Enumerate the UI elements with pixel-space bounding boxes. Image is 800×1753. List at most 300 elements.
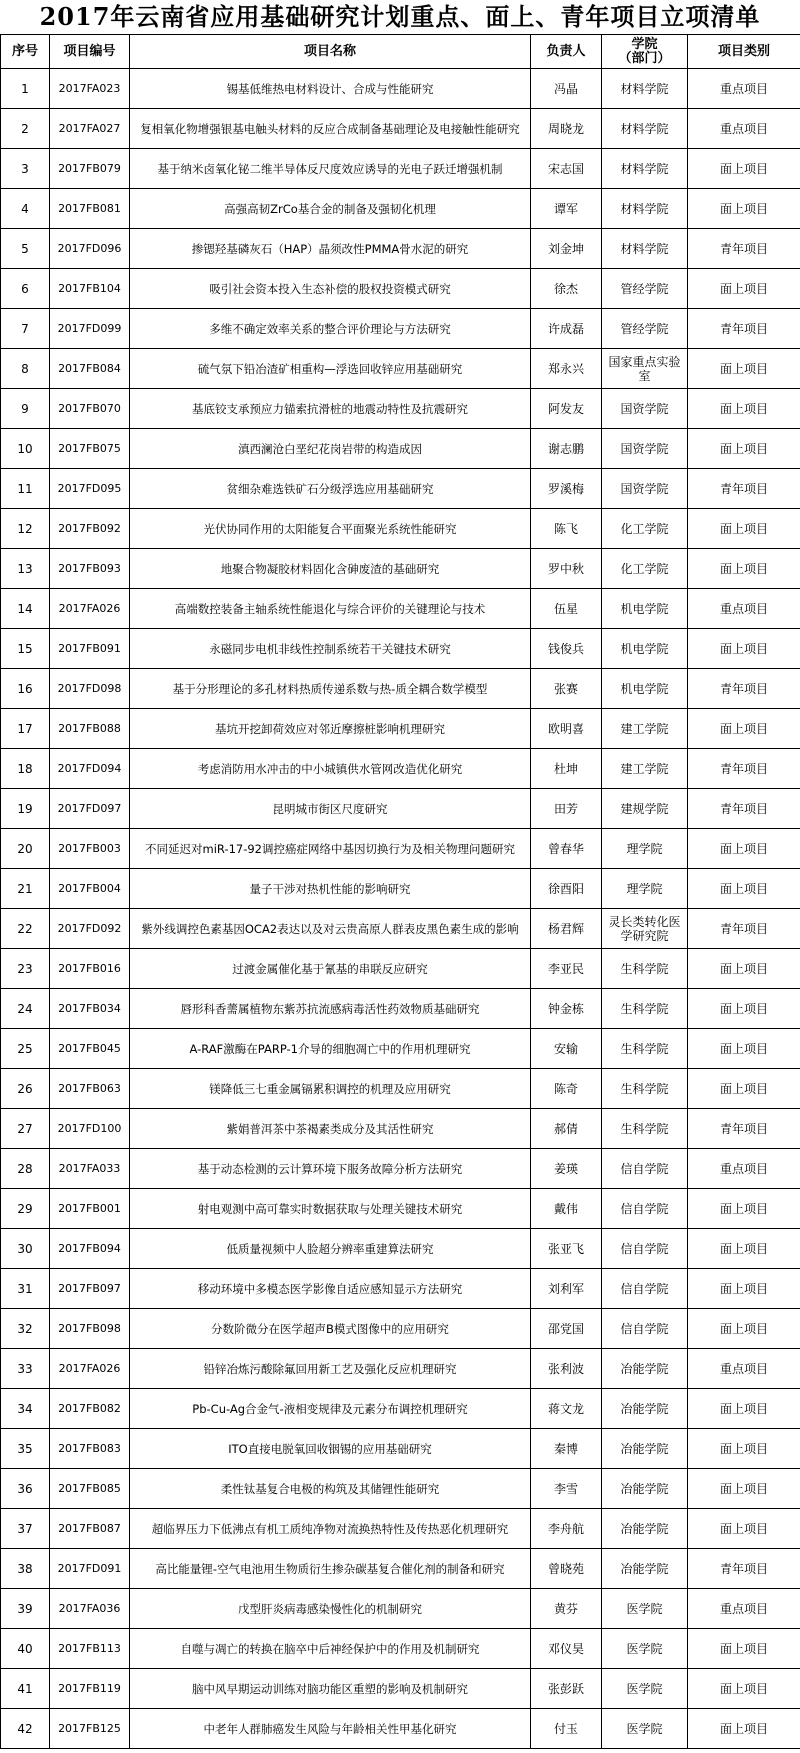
- cell-name: 量子干涉对热机性能的影响研究: [130, 869, 531, 909]
- cell-no: 36: [1, 1469, 50, 1509]
- cell-code: 2017FB075: [50, 429, 130, 469]
- cell-leader: 伍星: [531, 589, 602, 629]
- cell-school: 理学院: [602, 869, 688, 909]
- cell-category: 面上项目: [688, 1709, 800, 1749]
- cell-leader: 曾春华: [531, 829, 602, 869]
- cell-leader: 黄芬: [531, 1589, 602, 1629]
- cell-school: 生科学院: [602, 1029, 688, 1069]
- cell-name: 唇形科香薷属植物东紫苏抗流感病毒活性药效物质基础研究: [130, 989, 531, 1029]
- cell-code: 2017FB084: [50, 349, 130, 389]
- cell-no: 19: [1, 789, 50, 829]
- cell-leader: 秦博: [531, 1429, 602, 1469]
- cell-school: 信自学院: [602, 1189, 688, 1229]
- cell-school: 冶能学院: [602, 1429, 688, 1469]
- cell-category: 面上项目: [688, 1269, 800, 1309]
- cell-leader: 罗溪梅: [531, 469, 602, 509]
- cell-name: 低质量视频中人脸超分辨率重建算法研究: [130, 1229, 531, 1269]
- cell-name: 柔性钛基复合电极的构筑及其储锂性能研究: [130, 1469, 531, 1509]
- header-school-line2: （部门）: [618, 50, 671, 66]
- cell-school: 化工学院: [602, 549, 688, 589]
- cell-category: 重点项目: [688, 589, 800, 629]
- cell-category: 面上项目: [688, 1509, 800, 1549]
- cell-leader: 欧明喜: [531, 709, 602, 749]
- cell-code: 2017FB092: [50, 509, 130, 549]
- cell-category: 面上项目: [688, 1309, 800, 1349]
- cell-name: 中老年人群肺癌发生风险与年龄相关性甲基化研究: [130, 1709, 531, 1749]
- cell-no: 30: [1, 1229, 50, 1269]
- table-row: [1, 1629, 800, 1669]
- table-row: [1, 949, 800, 989]
- cell-leader: 徐杰: [531, 269, 602, 309]
- header-category: 项目类别: [688, 35, 800, 69]
- table-row: [1, 1349, 800, 1389]
- table-row: [1, 1509, 800, 1549]
- cell-leader: 阿发友: [531, 389, 602, 429]
- cell-code: 2017FA026: [50, 589, 130, 629]
- cell-leader: 姜瑛: [531, 1149, 602, 1189]
- cell-school: 国资学院: [602, 429, 688, 469]
- table-row: [1, 269, 800, 309]
- cell-leader: 郑永兴: [531, 349, 602, 389]
- table-row: [1, 1549, 800, 1589]
- cell-school: 材料学院: [602, 149, 688, 189]
- cell-leader: 郝倩: [531, 1109, 602, 1149]
- cell-category: 面上项目: [688, 189, 800, 229]
- cell-name: 贫细杂难选铁矿石分级浮选应用基础研究: [130, 469, 531, 509]
- cell-no: 34: [1, 1389, 50, 1429]
- cell-no: 1: [1, 69, 50, 109]
- cell-name: 掺锶羟基磷灰石（HAP）晶须改性PMMA骨水泥的研究: [130, 229, 531, 269]
- cell-leader: 张赛: [531, 669, 602, 709]
- cell-name: Pb-Cu-Ag合金气-液相变规律及元素分布调控机理研究: [130, 1389, 531, 1429]
- cell-category: 青年项目: [688, 789, 800, 829]
- cell-code: 2017FB119: [50, 1669, 130, 1709]
- cell-category: 面上项目: [688, 1629, 800, 1669]
- cell-category: 重点项目: [688, 1149, 800, 1189]
- cell-name: 光伏协同作用的太阳能复合平面聚光系统性能研究: [130, 509, 531, 549]
- cell-leader: 陈奇: [531, 1069, 602, 1109]
- header-no: 序号: [1, 35, 50, 69]
- cell-school: 管经学院: [602, 309, 688, 349]
- cell-category: 面上项目: [688, 709, 800, 749]
- table-row: [1, 1269, 800, 1309]
- table-row: [1, 1029, 800, 1069]
- cell-code: 2017FD094: [50, 749, 130, 789]
- cell-name: 自噬与凋亡的转换在脑卒中后神经保护中的作用及机制研究: [130, 1629, 531, 1669]
- cell-leader: 李亚民: [531, 949, 602, 989]
- cell-code: 2017FD095: [50, 469, 130, 509]
- cell-school: 医学院: [602, 1669, 688, 1709]
- cell-school: 材料学院: [602, 189, 688, 229]
- cell-code: 2017FB045: [50, 1029, 130, 1069]
- cell-name: 基于分形理论的多孔材料热质传递系数与热-质全耦合数学模型: [130, 669, 531, 709]
- cell-no: 23: [1, 949, 50, 989]
- cell-code: 2017FB004: [50, 869, 130, 909]
- cell-no: 17: [1, 709, 50, 749]
- cell-name: 高强高韧ZrCo基合金的制备及强韧化机理: [130, 189, 531, 229]
- table-row: [1, 749, 800, 789]
- cell-school: 建工学院: [602, 709, 688, 749]
- cell-category: 面上项目: [688, 829, 800, 869]
- table-row: [1, 469, 800, 509]
- table-row: [1, 1589, 800, 1629]
- header-school: [602, 35, 688, 69]
- cell-name: 吸引社会资本投入生态补偿的股权投资模式研究: [130, 269, 531, 309]
- cell-no: 42: [1, 1709, 50, 1749]
- cell-school: 理学院: [602, 829, 688, 869]
- table-row: [1, 389, 800, 429]
- cell-leader: 曾晓苑: [531, 1549, 602, 1589]
- cell-category: 面上项目: [688, 1429, 800, 1469]
- cell-no: 6: [1, 269, 50, 309]
- cell-category: 面上项目: [688, 1389, 800, 1429]
- table-row: [1, 429, 800, 469]
- cell-school: 信自学院: [602, 1229, 688, 1269]
- cell-leader: 谭军: [531, 189, 602, 229]
- table-row: [1, 1149, 800, 1189]
- table-row: [1, 1069, 800, 1109]
- cell-code: 2017FD096: [50, 229, 130, 269]
- cell-school: 医学院: [602, 1589, 688, 1629]
- cell-code: 2017FA023: [50, 69, 130, 109]
- table-row: [1, 1709, 800, 1749]
- table-row: [1, 189, 800, 229]
- cell-category: 面上项目: [688, 1029, 800, 1069]
- cell-code: 2017FA026: [50, 1349, 130, 1389]
- table-row: [1, 1669, 800, 1709]
- cell-code: 2017FB098: [50, 1309, 130, 1349]
- cell-category: 面上项目: [688, 149, 800, 189]
- cell-category: 面上项目: [688, 389, 800, 429]
- cell-code: 2017FB003: [50, 829, 130, 869]
- cell-name: 地聚合物凝胶材料固化含砷废渣的基础研究: [130, 549, 531, 589]
- table-row: [1, 349, 800, 389]
- cell-no: 29: [1, 1189, 50, 1229]
- cell-no: 8: [1, 349, 50, 389]
- cell-category: 面上项目: [688, 1229, 800, 1269]
- cell-school: 管经学院: [602, 269, 688, 309]
- cell-no: 38: [1, 1549, 50, 1589]
- cell-name: 滇西澜沧白垩纪花岗岩带的构造成因: [130, 429, 531, 469]
- table-row: [1, 989, 800, 1029]
- cell-category: 面上项目: [688, 1069, 800, 1109]
- table-row: [1, 549, 800, 589]
- cell-school: 生科学院: [602, 989, 688, 1029]
- cell-school: 生科学院: [602, 949, 688, 989]
- cell-no: 31: [1, 1269, 50, 1309]
- cell-category: 面上项目: [688, 1669, 800, 1709]
- cell-name: 过渡金属催化基于氰基的串联反应研究: [130, 949, 531, 989]
- cell-school: 机电学院: [602, 629, 688, 669]
- cell-code: 2017FB034: [50, 989, 130, 1029]
- cell-name: 不同延迟对miR-17-92调控癌症网络中基因切换行为及相关物理问题研究: [130, 829, 531, 869]
- cell-school: 国资学院: [602, 469, 688, 509]
- cell-code: 2017FD100: [50, 1109, 130, 1149]
- cell-no: 10: [1, 429, 50, 469]
- cell-school: 医学院: [602, 1629, 688, 1669]
- cell-no: 24: [1, 989, 50, 1029]
- cell-school: 生科学院: [602, 1069, 688, 1109]
- cell-code: 2017FB081: [50, 189, 130, 229]
- cell-category: 面上项目: [688, 269, 800, 309]
- cell-code: 2017FD097: [50, 789, 130, 829]
- cell-no: 2: [1, 109, 50, 149]
- cell-school: 医学院: [602, 1709, 688, 1749]
- cell-leader: 田芳: [531, 789, 602, 829]
- cell-category: 面上项目: [688, 989, 800, 1029]
- cell-category: 面上项目: [688, 949, 800, 989]
- cell-category: 青年项目: [688, 749, 800, 789]
- table-row: [1, 1229, 800, 1269]
- cell-category: 面上项目: [688, 1469, 800, 1509]
- cell-category: 重点项目: [688, 1349, 800, 1389]
- cell-leader: 杨君辉: [531, 909, 602, 949]
- table-row: [1, 1309, 800, 1349]
- cell-code: 2017FB113: [50, 1629, 130, 1669]
- cell-name: 锡基低维热电材料设计、合成与性能研究: [130, 69, 531, 109]
- cell-code: 2017FB088: [50, 709, 130, 749]
- cell-no: 37: [1, 1509, 50, 1549]
- table-body: [1, 69, 800, 1749]
- cell-code: 2017FB097: [50, 1269, 130, 1309]
- cell-name: 基坑开挖卸荷效应对邻近摩擦桩影响机理研究: [130, 709, 531, 749]
- cell-category: 重点项目: [688, 109, 800, 149]
- table-row: [1, 709, 800, 749]
- cell-name: 分数阶微分在医学超声B模式图像中的应用研究: [130, 1309, 531, 1349]
- cell-no: 18: [1, 749, 50, 789]
- cell-school: 建工学院: [602, 749, 688, 789]
- cell-school: 信自学院: [602, 1309, 688, 1349]
- cell-category: 面上项目: [688, 429, 800, 469]
- cell-leader: 罗中秋: [531, 549, 602, 589]
- cell-name: 高端数控装备主轴系统性能退化与综合评价的关键理论与技术: [130, 589, 531, 629]
- cell-code: 2017FA036: [50, 1589, 130, 1629]
- cell-category: 重点项目: [688, 69, 800, 109]
- document-title: 2017年云南省应用基础研究计划重点、面上、青年项目立项清单: [39, 2, 761, 31]
- cell-school: 灵长类转化医学研究院: [602, 909, 688, 949]
- cell-leader: 徐酉阳: [531, 869, 602, 909]
- cell-no: 27: [1, 1109, 50, 1149]
- cell-category: 面上项目: [688, 629, 800, 669]
- table-row: [1, 309, 800, 349]
- cell-category: 青年项目: [688, 309, 800, 349]
- cell-school: 冶能学院: [602, 1349, 688, 1389]
- cell-school: 材料学院: [602, 109, 688, 149]
- cell-category: 面上项目: [688, 549, 800, 589]
- cell-code: 2017FB001: [50, 1189, 130, 1229]
- cell-category: 青年项目: [688, 229, 800, 269]
- cell-leader: 许成磊: [531, 309, 602, 349]
- cell-leader: 安输: [531, 1029, 602, 1069]
- cell-leader: 刘金坤: [531, 229, 602, 269]
- cell-leader: 蒋文龙: [531, 1389, 602, 1429]
- cell-code: 2017FB093: [50, 549, 130, 589]
- cell-school: 冶能学院: [602, 1389, 688, 1429]
- cell-code: 2017FD091: [50, 1549, 130, 1589]
- cell-no: 20: [1, 829, 50, 869]
- table-row: [1, 1189, 800, 1229]
- cell-no: 3: [1, 149, 50, 189]
- cell-code: 2017FD099: [50, 309, 130, 349]
- cell-name: 射电观测中高可靠实时数据获取与处理关键技术研究: [130, 1189, 531, 1229]
- cell-name: 移动环境中多模态医学影像自适应感知显示方法研究: [130, 1269, 531, 1309]
- cell-leader: 周晓龙: [531, 109, 602, 149]
- cell-no: 35: [1, 1429, 50, 1469]
- cell-school: 生科学院: [602, 1109, 688, 1149]
- cell-no: 21: [1, 869, 50, 909]
- cell-category: 青年项目: [688, 1549, 800, 1589]
- cell-school: 信自学院: [602, 1269, 688, 1309]
- cell-no: 13: [1, 549, 50, 589]
- cell-code: 2017FB087: [50, 1509, 130, 1549]
- cell-no: 22: [1, 909, 50, 949]
- cell-code: 2017FB082: [50, 1389, 130, 1429]
- cell-no: 15: [1, 629, 50, 669]
- cell-school: 机电学院: [602, 669, 688, 709]
- cell-name: 多维不确定效率关系的整合评价理论与方法研究: [130, 309, 531, 349]
- cell-school: 冶能学院: [602, 1469, 688, 1509]
- table-row: [1, 109, 800, 149]
- table-row: [1, 1469, 800, 1509]
- table-row: [1, 1429, 800, 1469]
- cell-leader: 谢志鹏: [531, 429, 602, 469]
- cell-no: 33: [1, 1349, 50, 1389]
- cell-name: 基于动态检测的云计算环境下服务故障分析方法研究: [130, 1149, 531, 1189]
- cell-no: 4: [1, 189, 50, 229]
- cell-code: 2017FB094: [50, 1229, 130, 1269]
- cell-leader: 杜坤: [531, 749, 602, 789]
- cell-no: 32: [1, 1309, 50, 1349]
- table-row: [1, 69, 800, 109]
- cell-category: 青年项目: [688, 1109, 800, 1149]
- cell-no: 25: [1, 1029, 50, 1069]
- header-code: 项目编号: [50, 35, 130, 69]
- table-row: [1, 789, 800, 829]
- cell-leader: 陈飞: [531, 509, 602, 549]
- cell-no: 26: [1, 1069, 50, 1109]
- table-row: [1, 869, 800, 909]
- header-name: 项目名称: [130, 35, 531, 69]
- cell-school: 材料学院: [602, 69, 688, 109]
- cell-leader: 张亚飞: [531, 1229, 602, 1269]
- cell-name: 复相氧化物增强银基电触头材料的反应合成制备基础理论及电接触性能研究: [130, 109, 531, 149]
- cell-name: 基于纳米卤氧化铋二维半导体反尺度效应诱导的光电子跃迁增强机制: [130, 149, 531, 189]
- cell-no: 40: [1, 1629, 50, 1669]
- cell-code: 2017FB079: [50, 149, 130, 189]
- cell-category: 青年项目: [688, 909, 800, 949]
- cell-name: 基底铰支承预应力锚索抗滑桩的地震动特性及抗震研究: [130, 389, 531, 429]
- cell-leader: 付玉: [531, 1709, 602, 1749]
- cell-leader: 邓仪昊: [531, 1629, 602, 1669]
- cell-name: A-RAF激酶在PARP-1介导的细胞凋亡中的作用机理研究: [130, 1029, 531, 1069]
- cell-leader: 宋志国: [531, 149, 602, 189]
- cell-code: 2017FB063: [50, 1069, 130, 1109]
- cell-code: 2017FB083: [50, 1429, 130, 1469]
- cell-no: 7: [1, 309, 50, 349]
- cell-category: 青年项目: [688, 669, 800, 709]
- cell-school: 国资学院: [602, 389, 688, 429]
- cell-name: 昆明城市街区尺度研究: [130, 789, 531, 829]
- cell-category: 面上项目: [688, 1189, 800, 1229]
- cell-code: 2017FB091: [50, 629, 130, 669]
- cell-name: 硫气氛下铅冶渣矿相重构—浮选回收锌应用基础研究: [130, 349, 531, 389]
- cell-name: 紫外线调控色素基因OCA2表达以及对云贵高原人群表皮黑色素生成的影响: [130, 909, 531, 949]
- table-header-row: [1, 35, 800, 69]
- table-row: [1, 829, 800, 869]
- cell-code: 2017FB085: [50, 1469, 130, 1509]
- cell-name: 考虑消防用水冲击的中小城镇供水管网改造优化研究: [130, 749, 531, 789]
- cell-leader: 冯晶: [531, 69, 602, 109]
- cell-school: 国家重点实验室: [602, 349, 688, 389]
- cell-no: 41: [1, 1669, 50, 1709]
- cell-no: 9: [1, 389, 50, 429]
- cell-category: 面上项目: [688, 869, 800, 909]
- cell-name: 永磁同步电机非线性控制系统若干关键技术研究: [130, 629, 531, 669]
- cell-school: 机电学院: [602, 589, 688, 629]
- table-row: [1, 509, 800, 549]
- cell-code: 2017FD092: [50, 909, 130, 949]
- cell-name: 超临界压力下低沸点有机工质纯净物对流换热特性及传热恶化机理研究: [130, 1509, 531, 1549]
- table-row: [1, 669, 800, 709]
- cell-code: 2017FB104: [50, 269, 130, 309]
- cell-category: 面上项目: [688, 509, 800, 549]
- cell-name: 镁降低三七重金属镉累积调控的机理及应用研究: [130, 1069, 531, 1109]
- cell-code: 2017FB016: [50, 949, 130, 989]
- cell-code: 2017FA033: [50, 1149, 130, 1189]
- cell-name: 铅锌冶炼污酸除氟回用新工艺及强化反应机理研究: [130, 1349, 531, 1389]
- header-leader: 负责人: [531, 35, 602, 69]
- cell-school: 冶能学院: [602, 1509, 688, 1549]
- table-row: [1, 149, 800, 189]
- table-row: [1, 1389, 800, 1429]
- cell-no: 12: [1, 509, 50, 549]
- cell-school: 冶能学院: [602, 1549, 688, 1589]
- cell-name: ITO直接电脱氧回收铟锡的应用基础研究: [130, 1429, 531, 1469]
- cell-code: 2017FA027: [50, 109, 130, 149]
- cell-leader: 李舟航: [531, 1509, 602, 1549]
- cell-name: 脑中风早期运动训练对脑功能区重塑的影响及机制研究: [130, 1669, 531, 1709]
- cell-school: 建规学院: [602, 789, 688, 829]
- table-row: [1, 629, 800, 669]
- cell-no: 11: [1, 469, 50, 509]
- cell-no: 28: [1, 1149, 50, 1189]
- cell-leader: 李雪: [531, 1469, 602, 1509]
- cell-leader: 钱俊兵: [531, 629, 602, 669]
- cell-leader: 戴伟: [531, 1189, 602, 1229]
- cell-code: 2017FD098: [50, 669, 130, 709]
- cell-category: 青年项目: [688, 469, 800, 509]
- cell-category: 面上项目: [688, 349, 800, 389]
- cell-leader: 刘利军: [531, 1269, 602, 1309]
- project-table: [0, 34, 800, 1749]
- cell-leader: 张利波: [531, 1349, 602, 1389]
- table-row: [1, 1109, 800, 1149]
- cell-leader: 邵党国: [531, 1309, 602, 1349]
- header-school-line1: 学院: [631, 36, 658, 52]
- cell-no: 16: [1, 669, 50, 709]
- cell-no: 14: [1, 589, 50, 629]
- cell-name: 戊型肝炎病毒感染慢性化的机制研究: [130, 1589, 531, 1629]
- table-row: [1, 229, 800, 269]
- cell-code: 2017FB125: [50, 1709, 130, 1749]
- table-row: [1, 589, 800, 629]
- cell-no: 5: [1, 229, 50, 269]
- cell-school: 信自学院: [602, 1149, 688, 1189]
- cell-no: 39: [1, 1589, 50, 1629]
- cell-school: 化工学院: [602, 509, 688, 549]
- cell-school: 材料学院: [602, 229, 688, 269]
- cell-name: 高比能量锂-空气电池用生物质衍生掺杂碳基复合催化剂的制备和研究: [130, 1549, 531, 1589]
